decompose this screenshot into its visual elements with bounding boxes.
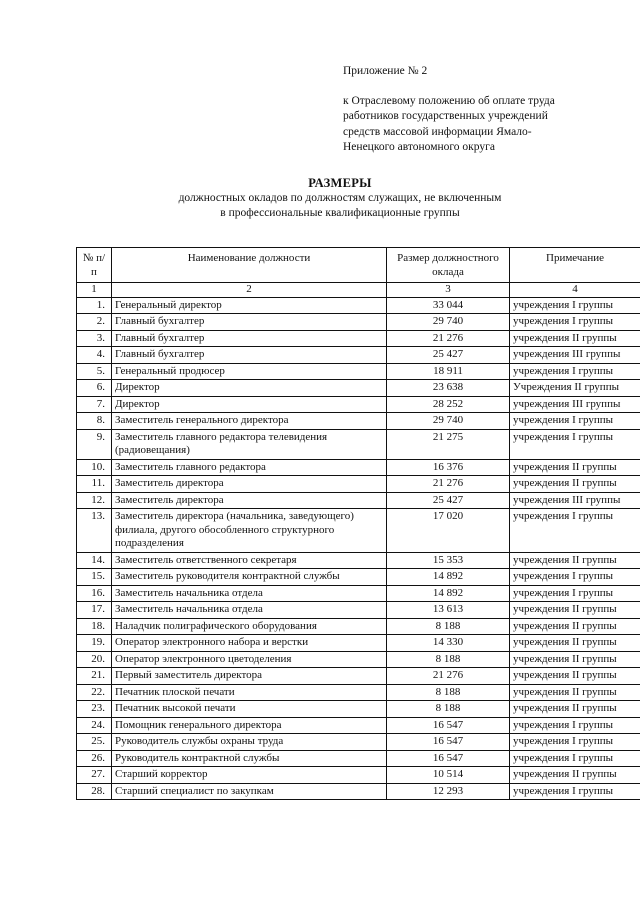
table-row (77, 297, 640, 314)
row-note: учреждения II группы (510, 701, 640, 718)
row-position: Заместитель директора (112, 476, 387, 493)
row-position: Директор (112, 396, 387, 413)
document-title (60, 176, 620, 221)
row-note: учреждения I группы (510, 750, 640, 767)
row-salary: 8 188 (387, 651, 510, 668)
row-position: Генеральный продюсер (112, 363, 387, 380)
row-note: учреждения III группы (510, 492, 640, 509)
row-note: учреждения II группы (510, 602, 640, 619)
row-number: 19. (77, 635, 112, 652)
table-row (77, 717, 640, 734)
row-position: Оператор электронного набора и верстки (112, 635, 387, 652)
table-row (77, 476, 640, 493)
row-position: Заместитель начальника отдела (112, 585, 387, 602)
table-row (77, 585, 640, 602)
table-row (77, 635, 640, 652)
row-position: Помощник генерального директора (112, 717, 387, 734)
table-row (77, 314, 640, 331)
index-cell: 2 (112, 283, 387, 298)
row-note: учреждения II группы (510, 618, 640, 635)
row-salary: 14 892 (387, 585, 510, 602)
table-row (77, 668, 640, 685)
table-row (77, 701, 640, 718)
table-row (77, 413, 640, 430)
row-position: Первый заместитель директора (112, 668, 387, 685)
appendix-line: работников государственных учреждений (343, 110, 548, 122)
row-number: 20. (77, 651, 112, 668)
row-note: учреждения I группы (510, 585, 640, 602)
table-index-row (77, 283, 640, 298)
title-heading: РАЗМЕРЫ (308, 176, 372, 190)
row-note: учреждения II группы (510, 330, 640, 347)
row-salary: 16 547 (387, 717, 510, 734)
row-position: Печатник плоской печати (112, 684, 387, 701)
row-note: учреждения II группы (510, 476, 640, 493)
title-line: должностных окладов по должностям служащих, не включенным (178, 192, 502, 204)
row-position: Заместитель ответственного секретаря (112, 552, 387, 569)
row-position: Заместитель начальника отдела (112, 602, 387, 619)
table-row (77, 651, 640, 668)
row-number: 22. (77, 684, 112, 701)
row-note: учреждения III группы (510, 396, 640, 413)
table-row (77, 509, 640, 553)
row-note: учреждения II группы (510, 767, 640, 784)
row-position: Заместитель главного редактора телевидения (радиовещания) (112, 429, 387, 459)
row-number: 5. (77, 363, 112, 380)
row-note: учреждения II группы (510, 635, 640, 652)
row-note: учреждения I группы (510, 413, 640, 430)
header-num: № п/п (77, 248, 112, 283)
row-note: учреждения II группы (510, 459, 640, 476)
table-row (77, 618, 640, 635)
row-position: Заместитель руководителя контрактной службы (112, 569, 387, 586)
row-number: 10. (77, 459, 112, 476)
row-number: 25. (77, 734, 112, 751)
row-salary: 8 188 (387, 701, 510, 718)
row-number: 23. (77, 701, 112, 718)
row-note: учреждения I группы (510, 734, 640, 751)
table-row (77, 734, 640, 751)
appendix-number: Приложение № 2 (343, 65, 428, 77)
row-position: Главный бухгалтер (112, 330, 387, 347)
row-number: 14. (77, 552, 112, 569)
index-cell: 1 (77, 283, 112, 298)
row-salary: 29 740 (387, 314, 510, 331)
row-number: 11. (77, 476, 112, 493)
row-salary: 18 911 (387, 363, 510, 380)
row-salary: 8 188 (387, 684, 510, 701)
row-number: 27. (77, 767, 112, 784)
row-number: 21. (77, 668, 112, 685)
row-salary: 21 276 (387, 330, 510, 347)
row-number: 7. (77, 396, 112, 413)
row-note: учреждения II группы (510, 668, 640, 685)
row-salary: 13 613 (387, 602, 510, 619)
row-salary: 15 353 (387, 552, 510, 569)
row-position: Заместитель генерального директора (112, 413, 387, 430)
row-salary: 10 514 (387, 767, 510, 784)
row-salary: 16 547 (387, 750, 510, 767)
table-row (77, 750, 640, 767)
row-salary: 16 547 (387, 734, 510, 751)
salary-table (76, 247, 640, 800)
row-number: 4. (77, 347, 112, 364)
row-note: учреждения I группы (510, 783, 640, 800)
table-row (77, 380, 640, 397)
row-salary: 21 276 (387, 668, 510, 685)
table-header-row (77, 248, 640, 283)
table-row (77, 569, 640, 586)
row-number: 9. (77, 429, 112, 459)
row-position: Старший специалист по закупкам (112, 783, 387, 800)
header-salary: Размер должностного оклада (387, 248, 510, 283)
table-row (77, 459, 640, 476)
row-number: 2. (77, 314, 112, 331)
table-row (77, 330, 640, 347)
header-name: Наименование должности (112, 248, 387, 283)
row-salary: 25 427 (387, 492, 510, 509)
row-number: 1. (77, 297, 112, 314)
row-salary: 21 276 (387, 476, 510, 493)
row-salary: 28 252 (387, 396, 510, 413)
row-number: 24. (77, 717, 112, 734)
row-salary: 12 293 (387, 783, 510, 800)
row-position: Директор (112, 380, 387, 397)
row-salary: 14 892 (387, 569, 510, 586)
table-row (77, 492, 640, 509)
row-salary: 17 020 (387, 509, 510, 553)
table-row (77, 347, 640, 364)
row-number: 3. (77, 330, 112, 347)
row-note: учреждения I группы (510, 429, 640, 459)
index-cell: 4 (510, 283, 640, 298)
row-number: 15. (77, 569, 112, 586)
table-row (77, 783, 640, 800)
row-salary: 8 188 (387, 618, 510, 635)
row-note: Учреждения II группы (510, 380, 640, 397)
row-position: Заместитель директора (начальника, заведующего) филиала, другого обособленного структурного подразделения (112, 509, 387, 553)
row-position: Главный бухгалтер (112, 347, 387, 364)
row-salary: 25 427 (387, 347, 510, 364)
row-salary: 21 275 (387, 429, 510, 459)
table-row (77, 396, 640, 413)
row-salary: 33 044 (387, 297, 510, 314)
appendix-line: средств массовой информации Ямало- (343, 125, 532, 138)
row-salary: 23 638 (387, 380, 510, 397)
appendix-block (343, 64, 613, 156)
row-position: Главный бухгалтер (112, 314, 387, 331)
table-row (77, 684, 640, 701)
row-note: учреждения I группы (510, 569, 640, 586)
row-number: 6. (77, 380, 112, 397)
table-row (77, 552, 640, 569)
row-number: 13. (77, 509, 112, 553)
row-note: учреждения I группы (510, 297, 640, 314)
row-number: 26. (77, 750, 112, 767)
row-position: Наладчик полиграфического оборудования (112, 618, 387, 635)
table-row (77, 363, 640, 380)
table-row (77, 429, 640, 459)
row-position: Старший корректор (112, 767, 387, 784)
row-position: Руководитель контрактной службы (112, 750, 387, 767)
appendix-line: Ненецкого автономного округа (343, 141, 495, 153)
title-line: в профессиональные квалификационные группы (220, 207, 460, 219)
row-note: учреждения II группы (510, 684, 640, 701)
row-note: учреждения I группы (510, 509, 640, 553)
header-note: Примечание (510, 248, 640, 283)
row-number: 18. (77, 618, 112, 635)
row-number: 28. (77, 783, 112, 800)
row-note: учреждения III группы (510, 347, 640, 364)
row-number: 16. (77, 585, 112, 602)
row-position: Оператор электронного цветоделения (112, 651, 387, 668)
index-cell: 3 (387, 283, 510, 298)
row-position: Генеральный директор (112, 297, 387, 314)
row-salary: 14 330 (387, 635, 510, 652)
row-note: учреждения I группы (510, 363, 640, 380)
row-salary: 29 740 (387, 413, 510, 430)
row-note: учреждения II группы (510, 552, 640, 569)
row-number: 8. (77, 413, 112, 430)
row-position: Заместитель главного редактора (112, 459, 387, 476)
row-position: Руководитель службы охраны труда (112, 734, 387, 751)
row-note: учреждения I группы (510, 314, 640, 331)
row-number: 12. (77, 492, 112, 509)
row-position: Заместитель директора (112, 492, 387, 509)
row-position: Печатник высокой печати (112, 701, 387, 718)
row-salary: 16 376 (387, 459, 510, 476)
row-note: учреждения I группы (510, 717, 640, 734)
table-row (77, 767, 640, 784)
table-row (77, 602, 640, 619)
row-number: 17. (77, 602, 112, 619)
row-note: учреждения II группы (510, 651, 640, 668)
appendix-line: к Отраслевому положению об оплате труда (343, 94, 555, 107)
